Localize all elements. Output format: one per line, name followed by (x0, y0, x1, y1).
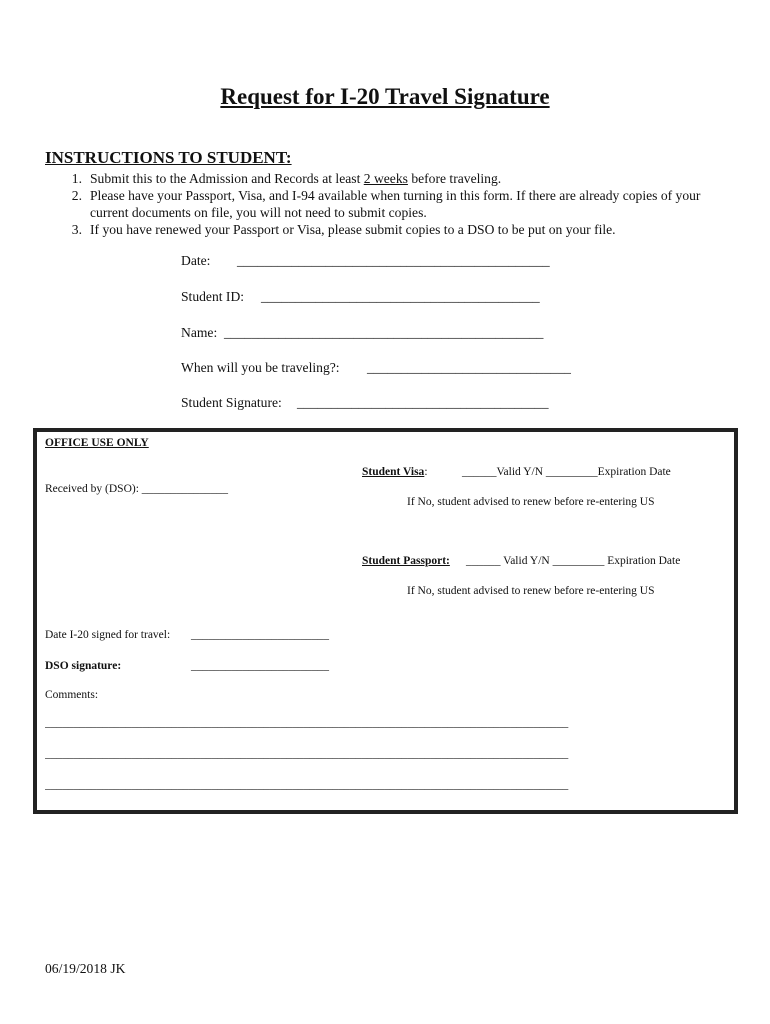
dso-signature-line[interactable]: ________________________ (191, 660, 329, 672)
student-signature-field[interactable] (181, 395, 549, 411)
instruction-text-start: Submit this to the Admission and Records at least (90, 171, 364, 186)
comments-label: Comments: (45, 689, 99, 701)
visa-colon: : (424, 466, 428, 478)
instruction-item (45, 221, 730, 238)
date-signed-field[interactable] (45, 629, 329, 641)
visa-valid-line[interactable]: ______Valid Y/N _________Expiration Date (462, 466, 671, 478)
student-id-field[interactable] (181, 289, 540, 305)
student-signature-line[interactable]: _____________________________________ (297, 395, 549, 410)
visa-note: If No, student advised to renew before re-entering US (407, 496, 655, 508)
instructions-list (45, 170, 730, 238)
dso-signature-field[interactable] (45, 660, 329, 672)
instruction-text: If you have renewed your Passport or Visa, please submit copies to a DSO to be put on your file. (90, 222, 616, 237)
date-field[interactable] (181, 253, 550, 269)
traveling-field[interactable] (181, 360, 571, 376)
instruction-text-end: before traveling. (407, 171, 502, 186)
comment-line[interactable]: ___________________________________________________________________________________________ (45, 779, 569, 791)
comment-line[interactable]: ___________________________________________________________________________________________ (45, 717, 569, 729)
passport-row (362, 555, 681, 567)
visa-label: Student Visa (362, 466, 425, 478)
passport-valid-line[interactable]: ______ Valid Y/N _________ Expiration Date (466, 555, 681, 567)
date-label: Date: (181, 253, 211, 268)
instruction-number: 2. (71, 188, 82, 203)
traveling-label: When will you be traveling?: (181, 360, 340, 375)
passport-note: If No, student advised to renew before re-entering US (407, 585, 655, 597)
name-line[interactable]: _______________________________________________ (224, 325, 544, 340)
name-field[interactable] (181, 325, 544, 341)
traveling-line[interactable]: ______________________________ (367, 360, 571, 375)
comment-line[interactable]: ___________________________________________________________________________________________ (45, 748, 569, 760)
page-title: Request for I-20 Travel Signature (220, 84, 550, 109)
date-signed-label: Date I-20 signed for travel: (45, 629, 171, 641)
student-id-line[interactable]: _________________________________________ (261, 289, 540, 304)
footer-date: 06/19/2018 JK (45, 961, 126, 976)
office-use-heading: OFFICE USE ONLY (45, 437, 149, 449)
instructions-heading: INSTRUCTIONS TO STUDENT: (45, 148, 292, 167)
instruction-number: 1. (71, 171, 82, 186)
student-id-label: Student ID: (181, 289, 245, 304)
student-signature-label: Student Signature: (181, 395, 282, 410)
passport-label: Student Passport: (362, 555, 450, 567)
name-label: Name: (181, 325, 218, 340)
dso-signature-label: DSO signature: (45, 660, 122, 672)
instruction-item (45, 187, 730, 221)
instruction-item (45, 170, 730, 187)
received-by-dso[interactable]: Received by (DSO): _______________ (45, 483, 229, 495)
date-line[interactable]: ______________________________________________ (237, 253, 550, 268)
instruction-number: 3. (71, 222, 82, 237)
date-signed-line[interactable]: ________________________ (191, 629, 329, 641)
instruction-emphasis: 2 weeks (363, 171, 408, 186)
instruction-text (90, 170, 730, 187)
visa-row (362, 466, 671, 478)
instruction-text: Please have your Passport, Visa, and I-94 available when turning in this form. If there are already copies of your current documents on file, you will not need to submit copies. (90, 188, 701, 220)
